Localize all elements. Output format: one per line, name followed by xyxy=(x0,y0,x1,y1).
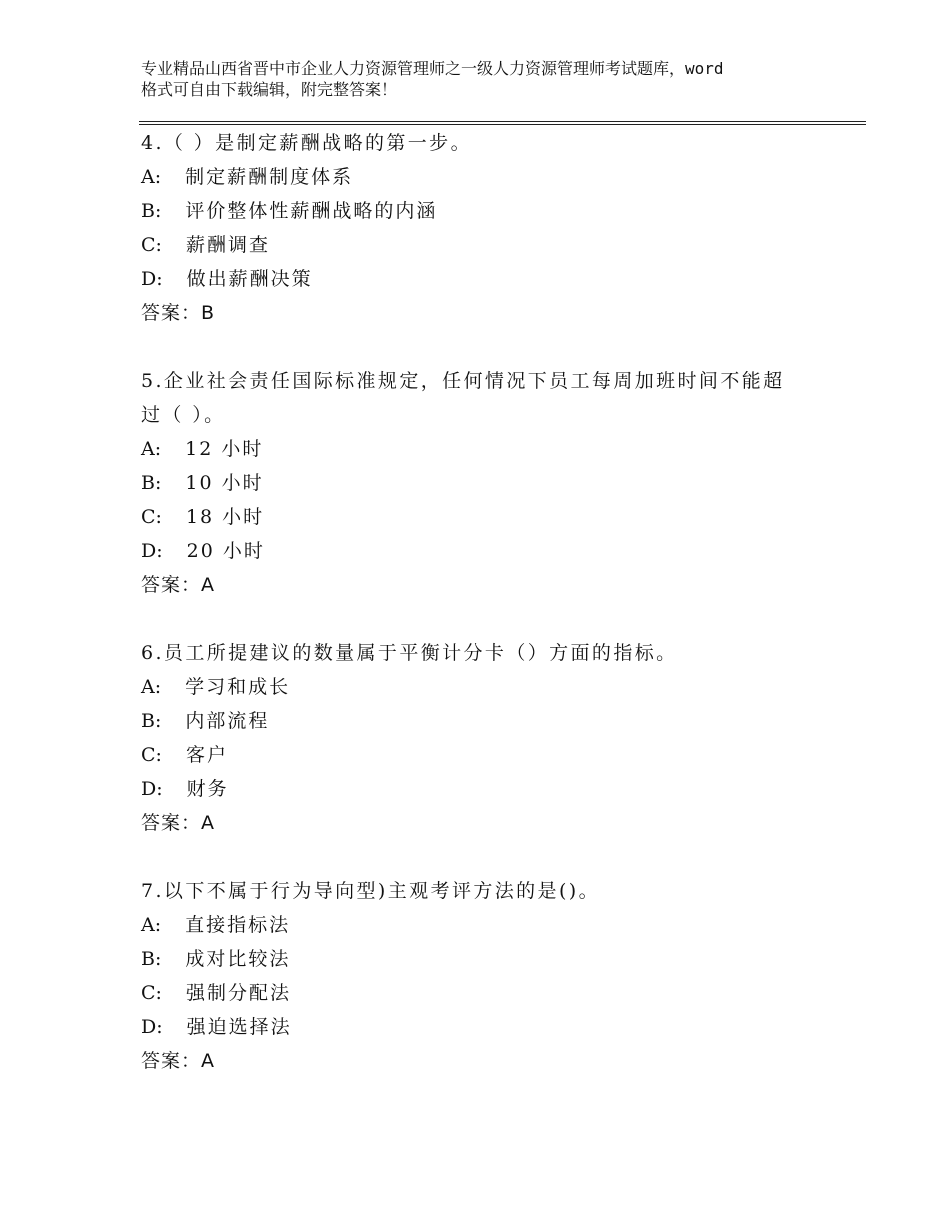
option-key: A: xyxy=(141,914,162,936)
option-text: 强制分配法 xyxy=(185,982,291,1004)
question-stem xyxy=(141,364,841,432)
question-stem xyxy=(141,126,841,160)
option-d xyxy=(141,534,841,568)
option-d xyxy=(141,772,841,806)
option-text: 做出薪酬决策 xyxy=(186,268,313,290)
option-key: D: xyxy=(141,268,163,290)
option-key: D: xyxy=(141,778,163,800)
option-c xyxy=(141,500,841,534)
option-key: B: xyxy=(141,948,162,970)
option-key: A: xyxy=(141,166,162,188)
option-c xyxy=(141,738,841,772)
question-list xyxy=(141,126,841,1112)
header-divider-top xyxy=(139,121,866,122)
question-stem-line: 4.（ ）是制定薪酬战略的第一步。 xyxy=(141,132,472,154)
option-key: C: xyxy=(141,506,162,528)
option-text: 评价整体性薪酬战略的内涵 xyxy=(185,200,438,222)
option-text: 内部流程 xyxy=(185,710,270,732)
question-stem-line: 7.以下不属于行为导向型)主观考评方法的是()。 xyxy=(141,880,600,902)
option-a xyxy=(141,670,841,704)
option-a xyxy=(141,432,841,466)
question-stem xyxy=(141,636,841,670)
option-text: 成对比较法 xyxy=(185,948,291,970)
question-stem-line: 过（ ）。 xyxy=(141,404,226,426)
answer-label: 答案：B xyxy=(141,302,216,324)
question-5 xyxy=(141,364,841,602)
document-header xyxy=(141,58,821,100)
option-text: 学习和成长 xyxy=(185,676,291,698)
answer-label: 答案：A xyxy=(141,574,215,596)
option-key: A: xyxy=(141,676,162,698)
option-text: 直接指标法 xyxy=(185,914,291,936)
option-key: C: xyxy=(141,744,162,766)
option-d xyxy=(141,262,841,296)
option-c xyxy=(141,976,841,1010)
option-key: D: xyxy=(141,540,163,562)
option-key: B: xyxy=(141,200,162,222)
option-a xyxy=(141,160,841,194)
option-key: B: xyxy=(141,710,162,732)
question-stem-line: 5.企业社会责任国际标准规定，任何情况下员工每周加班时间不能超 xyxy=(141,370,785,392)
option-b xyxy=(141,942,841,976)
question-4 xyxy=(141,126,841,330)
option-key: B: xyxy=(141,472,162,494)
option-text: 财务 xyxy=(186,778,229,800)
option-text: 20 小时 xyxy=(186,540,265,562)
option-text: 10 小时 xyxy=(185,472,264,494)
option-key: D: xyxy=(141,1016,163,1038)
question-6 xyxy=(141,636,841,840)
option-text: 薪酬调查 xyxy=(185,234,270,256)
option-d xyxy=(141,1010,841,1044)
header-line-2: 格式可自由下载编辑，附完整答案！ xyxy=(141,80,398,99)
question-stem-line: 6.员工所提建议的数量属于平衡计分卡（）方面的指标。 xyxy=(141,642,678,664)
option-b xyxy=(141,704,841,738)
answer-label: 答案：A xyxy=(141,812,215,834)
option-key: C: xyxy=(141,982,162,1004)
option-a xyxy=(141,908,841,942)
header-divider-bottom xyxy=(139,124,866,125)
option-text: 客户 xyxy=(185,744,228,766)
answer-label: 答案：A xyxy=(141,1050,215,1072)
option-text: 强迫选择法 xyxy=(186,1016,292,1038)
option-b xyxy=(141,194,841,228)
question-7 xyxy=(141,874,841,1078)
option-text: 制定薪酬制度体系 xyxy=(185,166,354,188)
option-c xyxy=(141,228,841,262)
option-text: 12 小时 xyxy=(185,438,264,460)
option-key: A: xyxy=(141,438,162,460)
option-b xyxy=(141,466,841,500)
question-stem xyxy=(141,874,841,908)
option-text: 18 小时 xyxy=(185,506,265,528)
header-line-1: 专业精品山西省晋中市企业人力资源管理师之一级人力资源管理师考试题库，word xyxy=(141,59,724,78)
option-key: C: xyxy=(141,234,162,256)
